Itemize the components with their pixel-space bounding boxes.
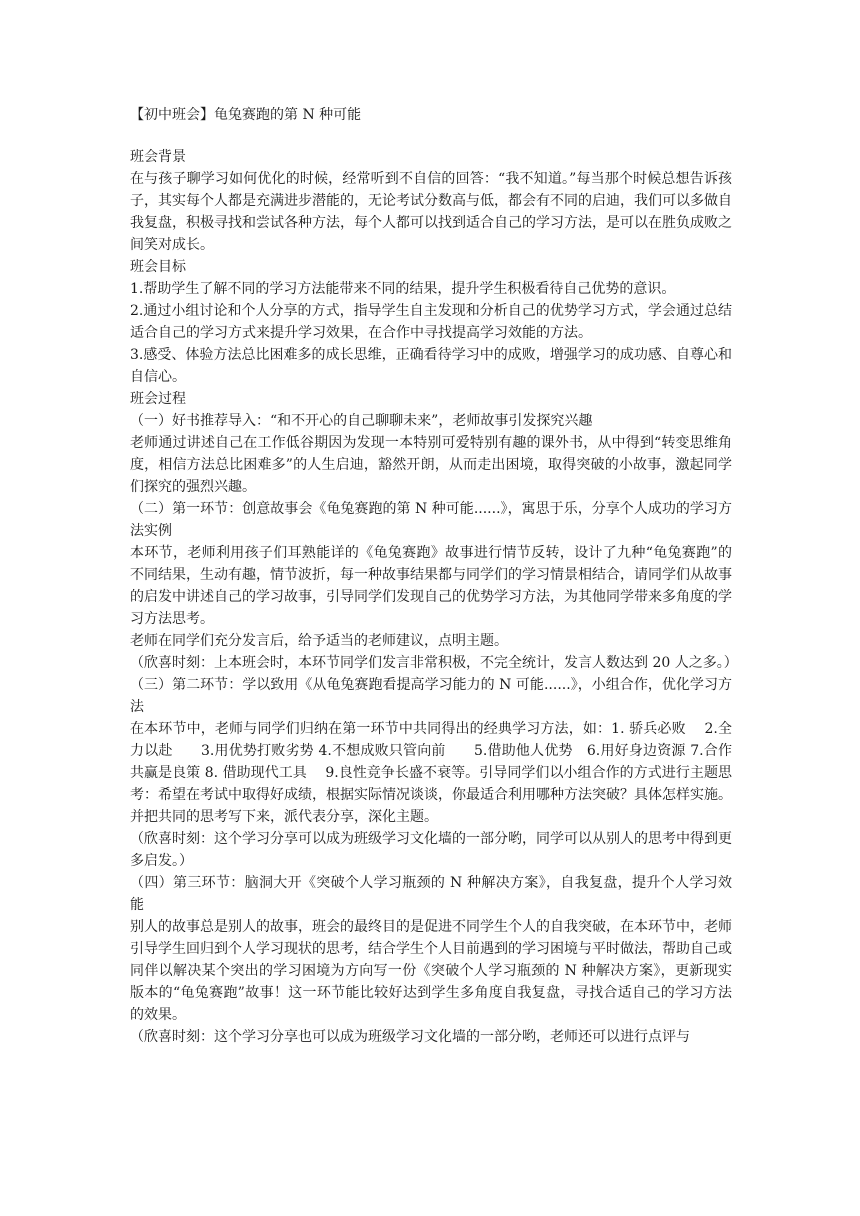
paragraph: （三）第二环节：学以致用《从龟兔赛跑看提高学习能力的 N 可能......》，小组合作，优化学习方法 [130, 677, 732, 715]
paragraph: （欣喜时刻：这个学习分享也可以成为班级学习文化墙的一部分哟，老师还可以进行点评与 [130, 1029, 690, 1045]
paragraph: 在本环节中，老师与同学们归纳在第一环节中共同得出的经典学习方法，如：1. 骄兵必败 2.全力以赴 3.用优势打败劣势 4.不想成败只管向前 5.借助他人优势 6.用好身边资源 7.合作共赢是良策 8. 借助现代工具 9.良性竞争长盛不衰等。引导同学们以小组合作的方式进行主题思考：希望在考试中取得好成绩，根据实际情况谈谈，你最适合利用哪种方法突破？具体怎样实施。并把共同的思考写下来，派代表分享，深化主题。 [130, 721, 732, 825]
paragraph: 老师在同学们充分发言后，给予适当的老师建议，点明主题。 [130, 633, 508, 649]
paragraph: 别人的故事总是别人的故事，班会的最终目的是促进不同学生个人的自我突破，在本环节中，老师引导学生回归到个人学习现状的思考，结合学生个人目前遇到的学习困境与平时做法，帮助自己或同伴以解决某个突出的学习困境为方向写一份《突破个人学习瓶颈的 N 种解决方案》，更新现实版本的“龟兔赛跑”故事！这一环节能比较好达到学生多角度自我复盘，寻找合适自己的学习方法的效果。 [130, 919, 732, 1023]
paragraph: 本环节，老师利用孩子们耳熟能详的《龟兔赛跑》故事进行情节反转，设计了九种“龟兔赛跑”的不同结果，生动有趣，情节波折，每一种故事结果都与同学们的学习情景相结合，请同学们从故事的启发中讲述自己的学习故事，引导同学们发现自己的优势学习方法，为其他同学带来多角度的学习方法思考。 [130, 545, 732, 627]
paragraph: （欣喜时刻：这个学习分享可以成为班级学习文化墙的一部分哟，同学可以从别人的思考中得到更多启发。） [130, 831, 732, 869]
document-page [130, 104, 738, 1048]
paragraph: （欣喜时刻：上本班会时，本环节同学们发言非常积极，不完全统计，发言人数达到 20 人之多。） [130, 655, 738, 671]
paragraph: （二）第一环节：创意故事会《龟兔赛跑的第 N 种可能......》，寓思于乐，分享个人成功的学习方法实例 [130, 501, 732, 539]
paragraph: （一）好书推荐导入：“和不开心的自己聊聊未来”，老师故事引发探究兴趣 [130, 413, 593, 429]
paragraph: 老师通过讲述自己在工作低谷期因为发现一本特别可爱特别有趣的课外书，从中得到“转变思维角度，相信方法总比困难多”的人生启迪，豁然开朗，从而走出困境，取得突破的小故事，激起同学们探究的强烈兴趣。 [130, 435, 732, 495]
paragraph: 班会背景 [130, 149, 186, 165]
paragraph: 班会目标 [130, 259, 186, 275]
paragraph: 1.帮助学生了解不同的学习方法能带来不同的结果，提升学生积极看待自己优势的意识。 [130, 281, 676, 297]
document-title: 【初中班会】龟兔赛跑的第 N 种可能 [130, 107, 362, 123]
paragraph: （四）第三环节：脑洞大开《突破个人学习瓶颈的 N 种解决方案》，自我复盘，提升个人学习效能 [130, 875, 732, 913]
paragraph: 3.感受、体验方法总比困难多的成长思维，正确看待学习中的成败，增强学习的成功感、自尊心和自信心。 [130, 347, 732, 385]
blank-line [130, 126, 732, 146]
paragraph: 2.通过小组讨论和个人分享的方式，指导学生自主发现和分析自己的优势学习方式，学会通过总结适合自己的学习方式来提升学习效果，在合作中寻找提高学习效能的方法。 [130, 303, 732, 341]
paragraph: 班会过程 [130, 391, 186, 407]
paragraph: 在与孩子聊学习如何优化的时候，经常听到不自信的回答：“我不知道。”每当那个时候总想告诉孩子，其实每个人都是充满进步潜能的，无论考试分数高与低，都会有不同的启迪，我们可以多做自我复盘，积极寻找和尝试各种方法，每个人都可以找到适合自己的学习方法，是可以在胜负成败之间笑对成长。 [130, 171, 732, 253]
document-body [130, 146, 738, 1048]
